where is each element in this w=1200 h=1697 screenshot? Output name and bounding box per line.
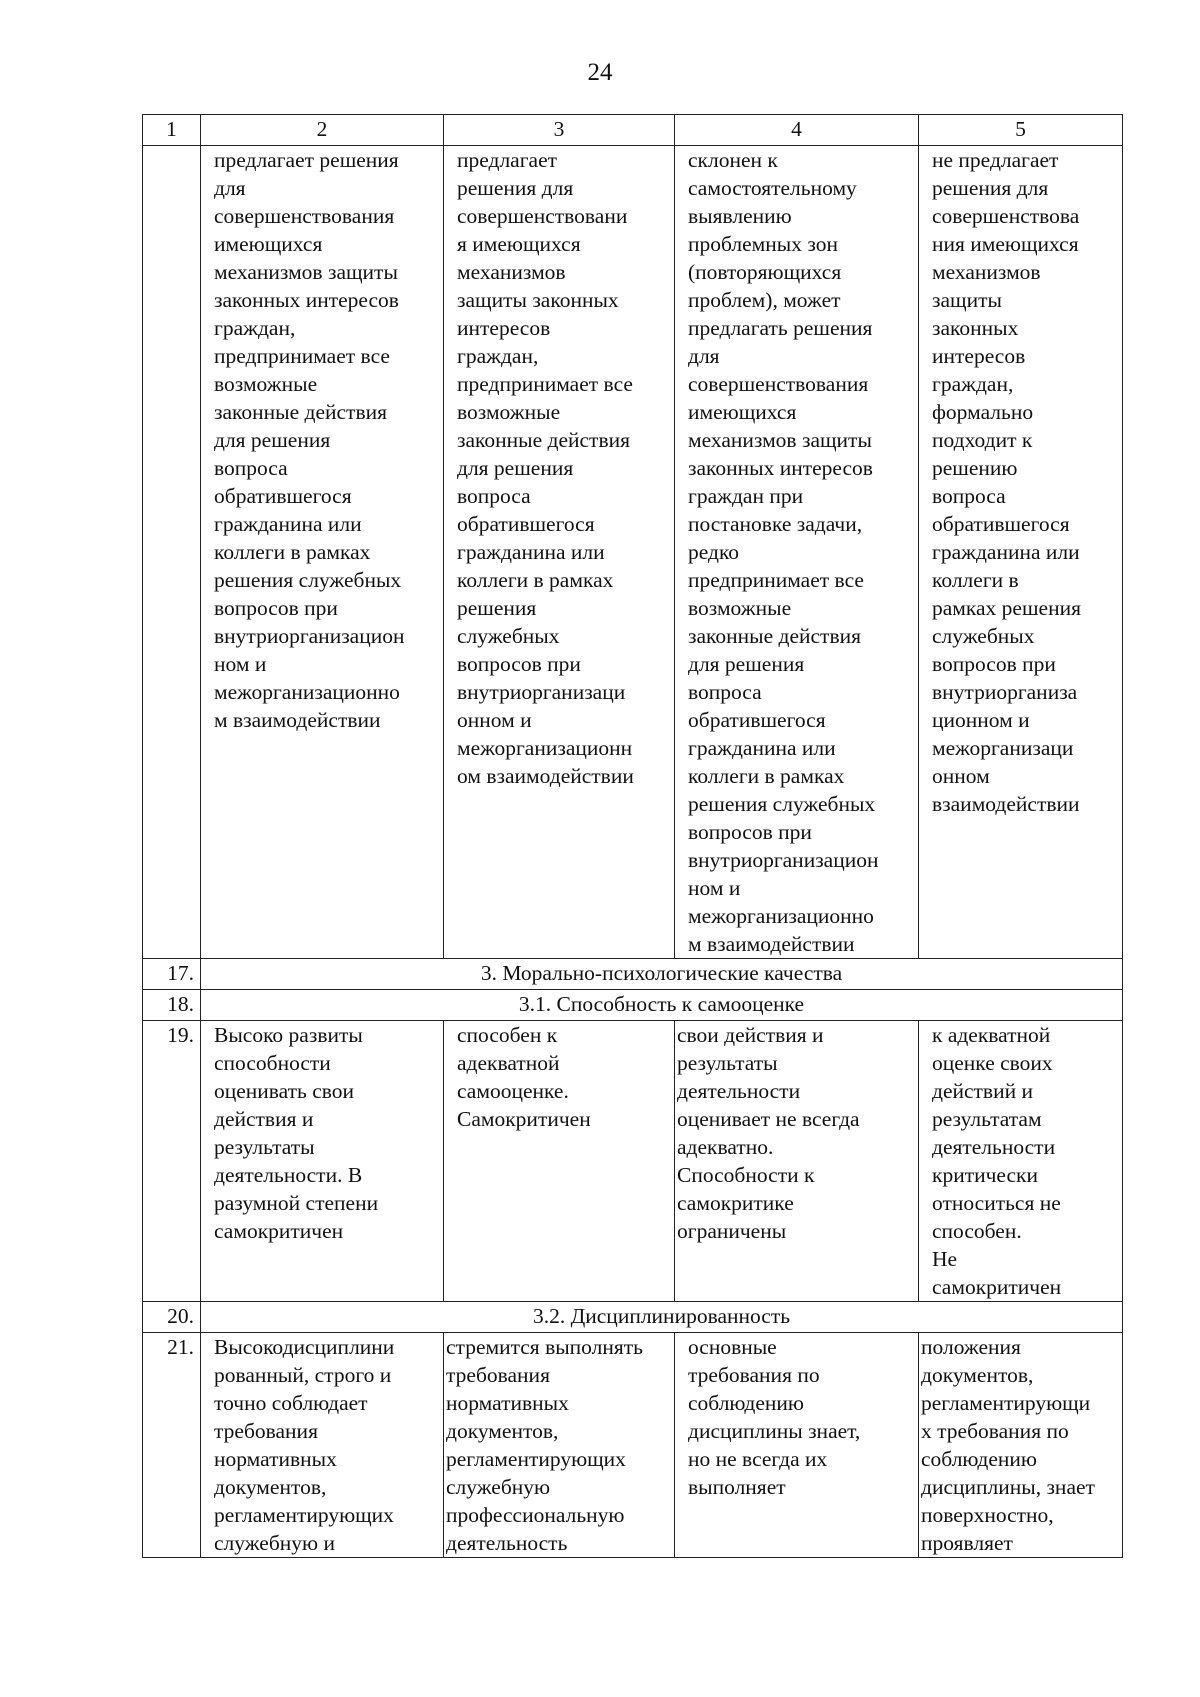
criteria-table — [142, 114, 1123, 1558]
criterion-level-2: Высокодисциплини рованный, строго и точно соблюдает требования нормативных документов, регламентирующих служебную и — [201, 1333, 444, 1558]
row-number — [143, 146, 201, 959]
row-number: 18. — [143, 990, 201, 1021]
criterion-level-3: стремится выполнять требования нормативных документов, регламентирующих служебную профессиональную деятельность — [444, 1333, 675, 1558]
criterion-level-5: положения документов, регламентирующи х требования по соблюдению дисциплины, знает поверхностно, проявляет — [919, 1333, 1123, 1558]
section-heading: 3. Морально-психологические качества — [201, 959, 1123, 990]
criterion-level-2: Высоко развиты способности оценивать свои действия и результаты деятельности. В разумной степени самокритичен — [201, 1021, 444, 1302]
criterion-level-5: к адекватной оценке своих действий и результатам деятельности критически относиться не способен. Не самокритичен — [919, 1021, 1123, 1302]
subsection-heading: 3.2. Дисциплинированность — [201, 1302, 1123, 1333]
row-number: 17. — [143, 959, 201, 990]
header-cell-1: 1 — [143, 115, 201, 146]
row-number: 19. — [143, 1021, 201, 1302]
row-number: 21. — [143, 1333, 201, 1558]
header-cell-5: 5 — [919, 115, 1123, 146]
section-row — [143, 990, 1123, 1021]
criterion-level-3: предлагает решения для совершенствовани я имеющихся механизмов защиты законных интересов граждан, предпринимает все возможные законные действия для решения вопроса обратившегося гражданина или коллеги в рамках решения служебных вопросов при внутриорганизаци онном и межорганизационн ом взаимодействии — [444, 146, 675, 959]
section-row — [143, 1302, 1123, 1333]
criterion-level-5: не предлагает решения для совершенствова ния имеющихся механизмов защиты законных интересов граждан, формально подходит к решению вопроса обратившегося гражданина или коллеги в рамках решения служебных вопросов при внутриорганиза ционном и межорганизаци онном взаимодействии — [919, 146, 1123, 959]
section-row — [143, 959, 1123, 990]
table-row — [143, 1021, 1123, 1302]
header-cell-4: 4 — [675, 115, 919, 146]
table-header-row — [143, 115, 1123, 146]
row-number: 20. — [143, 1302, 201, 1333]
header-cell-3: 3 — [444, 115, 675, 146]
header-cell-2: 2 — [201, 115, 444, 146]
criterion-level-4: свои действия и результаты деятельности оценивает не всегда адекватно. Способности к самокритике ограничены — [675, 1021, 919, 1302]
criterion-level-4: основные требования по соблюдению дисциплины знает, но не всегда их выполняет — [675, 1333, 919, 1558]
table-row — [143, 1333, 1123, 1558]
criterion-level-3: способен к адекватной самооценке. Самокритичен — [444, 1021, 675, 1302]
criterion-level-4: склонен к самостоятельному выявлению проблемных зон (повторяющихся проблем), может предлагать решения для совершенствования имеющихся механизмов защиты законных интересов граждан при постановке задачи, редко предпринимает все возможные законные действия для решения вопроса обратившегося гражданина или коллеги в рамках решения служебных вопросов при внутриорганизацион ном и межорганизационно м взаимодействии — [675, 146, 919, 959]
table-row — [143, 146, 1123, 959]
subsection-heading: 3.1. Способность к самооценке — [201, 990, 1123, 1021]
criterion-level-2: предлагает решения для совершенствования имеющихся механизмов защиты законных интересов граждан, предпринимает все возможные законные действия для решения вопроса обратившегося гражданина или коллеги в рамках решения служебных вопросов при внутриорганизацион ном и межорганизационно м взаимодействии — [201, 146, 444, 959]
page-number: 24 — [587, 59, 613, 86]
